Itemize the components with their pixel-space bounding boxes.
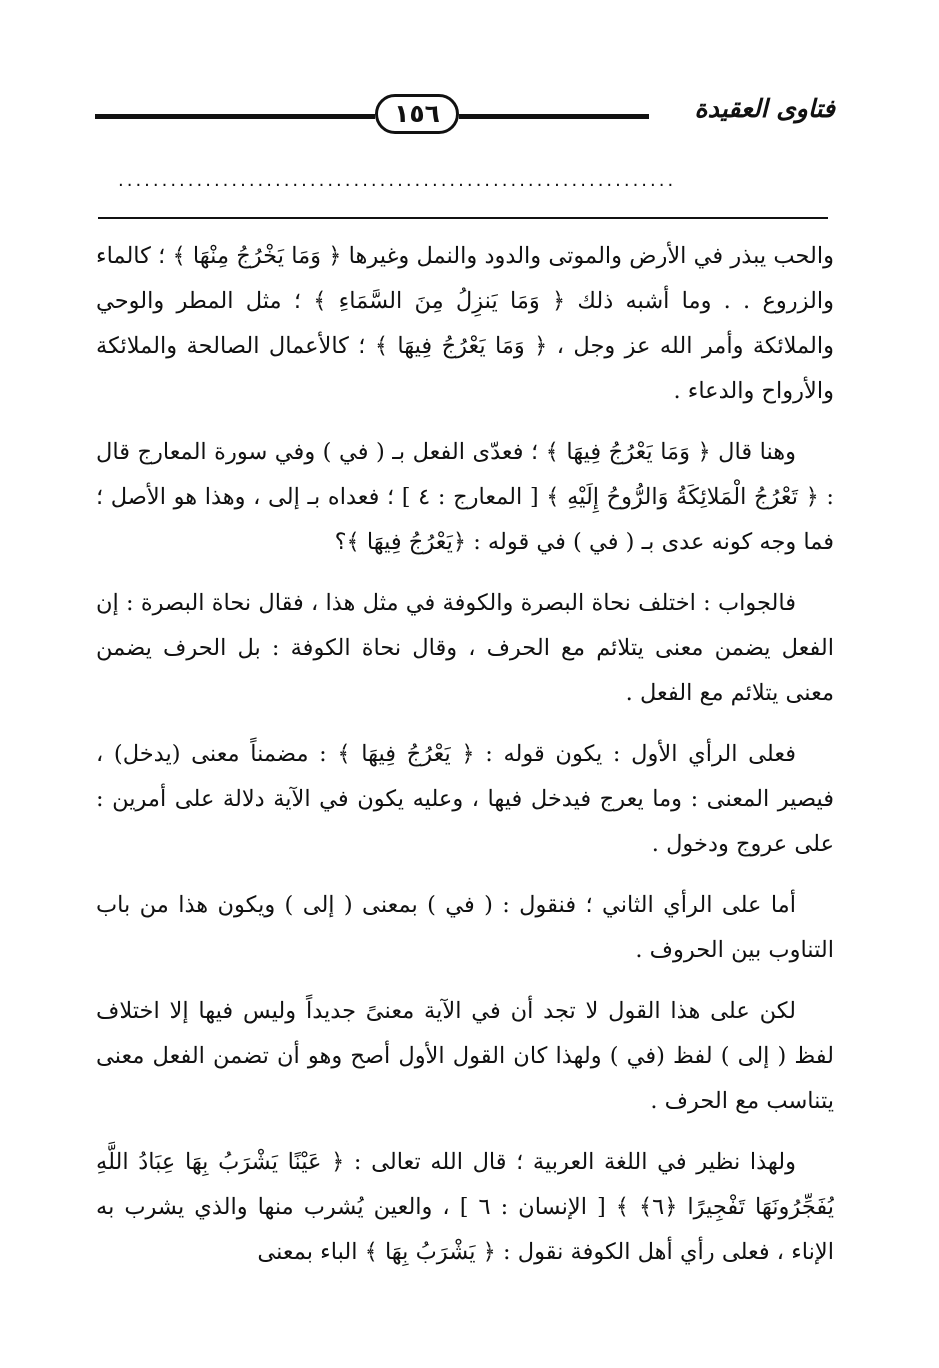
paragraph-6: لكن على هذا القول لا تجد أن في الآية معنىً جديداً وليس فيها إلا اختلاف لفظ ( إلى ) لفظ (في ) ولهذا كان القول الأول أصح وهو أن تضمن الفعل معنى يتناسب مع الحرف . xyxy=(96,998,834,1114)
paragraph-5: أما على الرأي الثاني ؛ فنقول : ( في ) بمعنى ( إلى ) ويكون هذا من باب التناوب بين الحروف . xyxy=(96,892,834,963)
paragraph-7: ولهذا نظير في اللغة العربية ؛ قال الله تعالى : ﴿ عَيْنًا يَشْرَبُ بِهَا عِبَادُ اللَّهِ يُفَجِّرُونَهَا تَفْجِيرًا ﴿٦﴾ ﴾ [ الإنسان : ٦ ] ، والعين يُشرب منها والذي يشرب به الإناء ، فعلى رأي أهل الكوفة نقول : ﴿ يَشْرَبُ بِهَا ﴾ الباء بمعنى xyxy=(96,1149,834,1265)
paragraph-2: وهنا قال ﴿ وَمَا يَعْرُجُ فِيهَا ﴾ ؛ فعدّى الفعل بـ ( في ) وفي سورة المعارج قال : ﴿ تَعْرُجُ الْمَلائِكَةُ وَالرُّوحُ إِلَيْهِ ﴾ [ المعارج : ٤ ] ؛ فعداه بـ إلى ، وهذا هو الأصل ؛ فما وجه كونه عدى بـ ( في ) في قوله : ﴿يَعْرُجُ فِيهَا ﴾؟ xyxy=(96,439,834,555)
header-rule-right xyxy=(459,114,649,119)
page-header xyxy=(95,88,835,148)
paragraph-1: والحب يبذر في الأرض والموتى والدود والنمل وغيرها ﴿ وَمَا يَخْرُجُ مِنْهَا ﴾ ؛ كالماء والزروع . . وما أشبه ذلك ﴿ وَمَا يَنزِلُ مِنَ السَّمَاءِ ﴾ ؛ مثل المطر والوحي والملائكة وأمر الله عز وجل ، ﴿ وَمَا يَعْرُجُ فِيهَا ﴾ ؛ كالأعمال الصالحة والملائكة والأرواح والدعاء . xyxy=(96,243,834,404)
header-rule-left xyxy=(95,114,375,119)
book-title: فتاوى العقيدة xyxy=(694,94,835,123)
horizontal-rule xyxy=(98,217,828,219)
paragraph-3: فالجواب : اختلف نحاة البصرة والكوفة في مثل هذا ، فقال نحاة البصرة : إن الفعل يضمن معنى يتلائم مع الحرف ، وقال نحاة الكوفة : بل الحرف يضمن معنى يتلائم مع الفعل . xyxy=(96,590,834,706)
paragraph-4: فعلى الرأي الأول : يكون قوله : ﴿ يَعْرُجُ فِيهَا ﴾ : مضمناً معنى (يدخل) ، فيصير المعنى : وما يعرج فيدخل فيها ، وعليه يكون في الآية دلالة على أمرين : على عروج ودخول . xyxy=(96,741,834,857)
page-body xyxy=(96,234,834,1354)
page-number: ١٥٦ xyxy=(375,94,459,134)
dotted-separator: ................................................................ xyxy=(118,170,677,190)
